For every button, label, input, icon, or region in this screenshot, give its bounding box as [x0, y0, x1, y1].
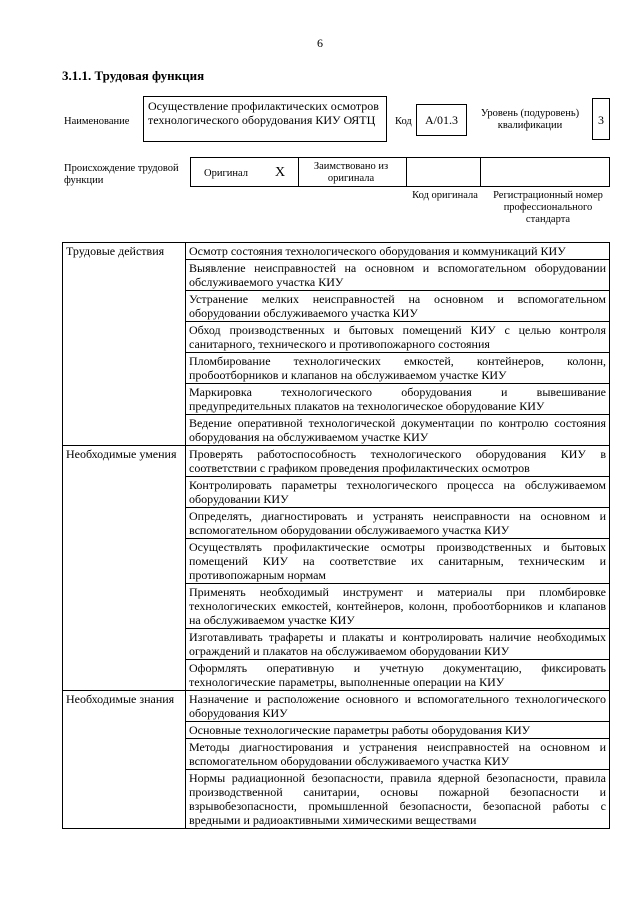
reg-number-caption: Регистрационный номер профессионального стандарта: [493, 190, 603, 225]
borrowed-label: Заимствовано из оригинала: [313, 161, 389, 184]
level-value-box: 3: [592, 98, 610, 140]
item-cell: Назначение и расположение основного и вспомогательного технологического оборудования КИУ: [186, 691, 610, 722]
divider: [480, 158, 481, 186]
item-cell: Контролировать параметры технологического процесса на обслуживаемом оборудовании КИУ: [186, 477, 610, 508]
item-cell: Ведение оперативной технологической документации по контролю состояния оборудования на обслуживаемом участке КИУ: [186, 415, 610, 446]
item-cell: Выявление неисправностей на основном и вспомогательном оборудовании обслуживаемого участка КИУ: [186, 260, 610, 291]
item-cell: Определять, диагностировать и устранять неисправности на основном и вспомогательном оборудовании обслуживаемого участка КИУ: [186, 508, 610, 539]
origin-grid: [190, 157, 610, 187]
section-title-cell: Трудовые действия: [63, 243, 186, 446]
origin-label: Происхождение трудовой функции: [64, 163, 179, 186]
item-cell: Пломбирование технологических емкостей, контейнеров, колонн, пробоотборников и клапанов на обслуживаемом участке КИУ: [186, 353, 610, 384]
divider: [406, 158, 407, 186]
item-cell: Нормы радиационной безопасности, правила ядерной безопасности, правила производственной санитарии, основы пожарной безопасности и взрывобезопасности, промышленной безопасности, безопасной работы с вредными и радиоактивными химическими веществами: [186, 770, 610, 829]
item-cell: Устранение мелких неисправностей на основном и вспомогательном оборудовании обслуживаемого участка КИУ: [186, 291, 610, 322]
level-label: Уровень (подуровень) квалификации: [480, 108, 580, 131]
original-label: Оригинал: [204, 168, 248, 179]
table-row: [63, 446, 610, 477]
table-row: [63, 243, 610, 260]
code-value-box: А/01.3: [416, 104, 467, 136]
table-row: [63, 691, 610, 722]
original-mark: X: [275, 165, 286, 180]
divider: [298, 158, 299, 186]
function-name-box: Осуществление профилактических осмотров технологического оборудования КИУ ОЯТЦ: [143, 96, 387, 142]
competency-table: [62, 242, 610, 829]
item-cell: Обход производственных и бытовых помещений КИУ с целью контроля санитарного, технического и противопожарного состояния: [186, 322, 610, 353]
item-cell: Осуществлять профилактические осмотры производственных и бытовых помещений КИУ на соответствие их санитарным, техническим и противопожарным нормам: [186, 539, 610, 584]
item-cell: Изготавливать трафареты и плакаты и контролировать наличие необходимых ограждений и плакатов на обслуживаемом оборудовании КИУ: [186, 629, 610, 660]
code-original-caption: Код оригинала: [412, 190, 478, 201]
item-cell: Методы диагностирования и устранения неисправностей на основном и вспомогательном оборудовании обслуживаемого участка КИУ: [186, 739, 610, 770]
page-number: 6: [317, 36, 323, 50]
item-cell: Основные технологические параметры работы оборудования КИУ: [186, 722, 610, 739]
section-title: 3.1.1. Трудовая функция: [62, 68, 205, 83]
name-label: Наименование: [64, 116, 130, 127]
section-title-cell: Необходимые знания: [63, 691, 186, 829]
item-cell: Проверять работоспособность технологического оборудования КИУ в соответствии с графиком проведения профилактических осмотров: [186, 446, 610, 477]
section-title-cell: Необходимые умения: [63, 446, 186, 691]
code-label: Код: [395, 116, 412, 127]
item-cell: Маркировка технологического оборудования и вывешивание предупредительных плакатов на технологическое оборудование КИУ: [186, 384, 610, 415]
item-cell: Осмотр состояния технологического оборудования и коммуникаций КИУ: [186, 243, 610, 260]
item-cell: Применять необходимый инструмент и материалы при пломбировке технологических емкостей, контейнеров, колонн, пробоотборников и клапанов на обслуживаемом участке КИУ: [186, 584, 610, 629]
item-cell: Оформлять оперативную и учетную документацию, фиксировать технологические параметры, выполненные операции на КИУ: [186, 660, 610, 691]
